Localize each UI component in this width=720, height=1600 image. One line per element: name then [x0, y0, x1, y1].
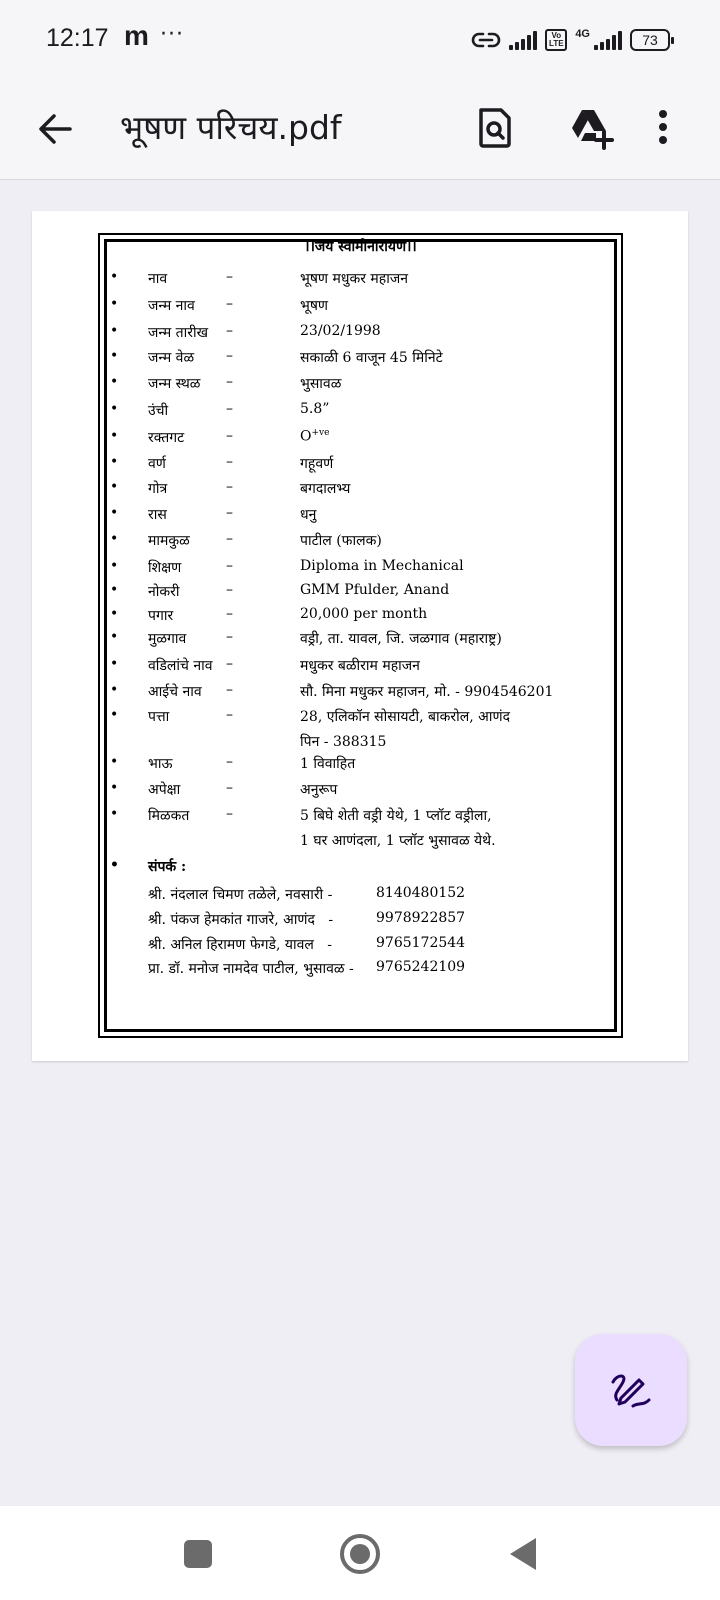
row-bullet: •	[110, 606, 119, 622]
row-dash: –	[226, 582, 233, 598]
biodata-row	[100, 629, 625, 653]
row-bullet: •	[110, 531, 119, 547]
row-bullet: •	[110, 454, 119, 470]
row-bullet: •	[110, 707, 119, 723]
contact-phone: 9765172544	[376, 935, 466, 951]
annotate-fab[interactable]	[575, 1334, 687, 1446]
row-bullet: •	[110, 806, 119, 822]
row-bullet: •	[110, 428, 119, 444]
row-bullet: •	[110, 296, 119, 312]
back-arrow-icon	[30, 104, 80, 154]
row-value: 1 विवाहित	[300, 756, 356, 772]
add-to-drive-button[interactable]	[562, 100, 618, 156]
signal-strength-icon	[509, 30, 537, 50]
more-options-button[interactable]	[648, 100, 704, 156]
biodata-row	[100, 754, 625, 778]
row-label: मिळकत	[148, 808, 190, 824]
app-bar	[0, 80, 720, 180]
row-label: भाऊ	[148, 756, 173, 772]
biodata-row	[100, 682, 625, 706]
biodata-row	[100, 428, 625, 452]
biodata-row	[100, 348, 625, 372]
row-dash: –	[226, 454, 233, 470]
row-value: Diploma in Mechanical	[300, 558, 464, 574]
row-value: पाटील (फालक)	[300, 533, 382, 549]
contact-phone: 9765242109	[376, 959, 466, 975]
row-label: जन्म स्थळ	[148, 376, 201, 392]
row-bullet: •	[110, 682, 119, 698]
row-bullet: •	[110, 401, 119, 417]
contact-name: श्री. अनिल हिरामण फेगडे, यावल -	[148, 937, 332, 953]
contact-name: प्रा. डॉ. मनोज नामदेव पाटील, भुसावळ -	[148, 961, 354, 977]
contact-phone: 9978922857	[376, 910, 466, 926]
row-bullet: •	[110, 479, 119, 495]
row-bullet: •	[110, 374, 119, 390]
row-label: मामकुळ	[148, 533, 190, 549]
volte-icon: Vo LTE	[545, 29, 567, 51]
biodata-row	[100, 780, 625, 804]
row-dash: –	[226, 682, 233, 698]
contact-phone: 8140480152	[376, 885, 466, 901]
row-label: आईचे नाव	[148, 684, 202, 700]
contact-name: श्री. पंकज हेमकांत गाजरे, आणंद -	[148, 912, 334, 928]
document-header: ।।जय स्वामीनारायण।।	[304, 239, 417, 255]
row-label: रास	[148, 507, 167, 523]
add-to-drive-icon	[562, 100, 618, 156]
edit-pen-icon	[609, 1368, 653, 1412]
row-value-continued: 1 घर आणंदला, 1 प्लॉट भुसावळ येथे.	[300, 833, 496, 849]
row-dash: –	[226, 531, 233, 547]
row-label: रक्तगट	[148, 430, 185, 446]
row-dash: –	[226, 629, 233, 645]
home-icon[interactable]	[340, 1534, 380, 1574]
row-label: जन्म नाव	[148, 298, 195, 314]
document-title: भूषण परिचय.pdf	[120, 108, 342, 147]
row-value: 20,000 per month	[300, 606, 428, 622]
biodata-row	[100, 454, 625, 478]
row-label: नोकरी	[148, 584, 180, 600]
row-value: सौ. मिना मधुकर महाजन, मो. - 9904546201	[300, 684, 554, 700]
row-dash: –	[226, 558, 233, 574]
row-value: 28, एलिकॉन सोसायटी, बाकरोल, आणंद	[300, 709, 511, 725]
row-dash: –	[226, 348, 233, 364]
row-dash: –	[226, 479, 233, 495]
row-bullet: •	[110, 754, 119, 770]
find-in-page-icon	[467, 100, 523, 156]
row-value: धनु	[300, 507, 317, 523]
contact-name: श्री. नंदलाल चिमण तळेले, नवसारी -	[148, 887, 333, 903]
row-dash: –	[226, 806, 233, 822]
row-value-continued: पिन - 388315	[300, 734, 387, 750]
row-value: भूषण मधुकर महाजन	[300, 271, 409, 287]
clock: 12:17	[46, 24, 109, 52]
back-button[interactable]	[30, 104, 80, 154]
row-bullet: •	[110, 558, 119, 574]
pdf-page[interactable]	[32, 211, 688, 1061]
row-label: जन्म वेळ	[148, 350, 195, 366]
row-dash: –	[226, 505, 233, 521]
row-dash: –	[226, 606, 233, 622]
biodata-row	[100, 323, 625, 347]
biodata-row	[100, 269, 625, 293]
row-bullet: •	[110, 582, 119, 598]
row-label: पत्ता	[148, 709, 170, 725]
row-dash: –	[226, 296, 233, 312]
row-bullet: •	[110, 780, 119, 796]
row-value: भूषण	[300, 298, 329, 314]
row-value: वड्री, ता. यावल, जि. जळगाव (महाराष्ट्र)	[300, 631, 502, 647]
link-icon	[471, 30, 501, 50]
biodata-row	[100, 479, 625, 503]
row-dash: –	[226, 754, 233, 770]
contact-heading-label: संपर्क :	[148, 859, 187, 875]
row-label: पगार	[148, 608, 174, 624]
row-value: 5 बिघे शेती वड्री येथे, 1 प्लॉट वड्रीला,	[300, 808, 492, 824]
row-dash: –	[226, 401, 233, 417]
biodata-row	[100, 582, 625, 606]
notification-app-icon: m	[124, 20, 149, 51]
row-value: अनुरूप	[300, 782, 338, 798]
biodata-row	[100, 707, 625, 731]
row-value: $O^{+ve}$	[300, 428, 330, 445]
row-dash: –	[226, 656, 233, 672]
contact-bullet: •	[110, 857, 119, 873]
row-value: गहूवर्ण	[300, 456, 334, 472]
biodata-row	[100, 374, 625, 398]
biodata-row	[100, 558, 625, 582]
biodata-row	[100, 806, 625, 830]
system-nav-bar	[0, 1506, 720, 1600]
row-label: गोत्र	[148, 481, 168, 497]
row-label: उंची	[148, 403, 169, 419]
row-value: बगदालभ्य	[300, 481, 351, 497]
more-vert-icon	[648, 100, 678, 156]
row-label: वर्ण	[148, 456, 166, 472]
contact-heading	[110, 857, 187, 876]
status-icons	[471, 24, 670, 56]
row-dash: –	[226, 428, 233, 444]
biodata-row	[100, 505, 625, 529]
network-type-label: 4G	[575, 28, 590, 40]
row-label: मुळगाव	[148, 631, 187, 647]
row-dash: –	[226, 374, 233, 390]
row-bullet: •	[110, 269, 119, 285]
battery-icon: 73	[630, 29, 670, 51]
biodata-row	[100, 606, 625, 630]
more-notifications-icon: ···	[160, 22, 184, 47]
row-bullet: •	[110, 348, 119, 364]
row-bullet: •	[110, 505, 119, 521]
row-bullet: •	[110, 656, 119, 672]
row-label: वडिलांचे नाव	[148, 658, 213, 674]
signal-strength-2-icon	[594, 30, 622, 50]
row-dash: –	[226, 707, 233, 723]
row-dash: –	[226, 269, 233, 285]
row-value: 5.8”	[300, 401, 330, 417]
row-value: सकाळी 6 वाजून 45 मिनिटे	[300, 350, 443, 366]
biodata-row	[100, 401, 625, 425]
row-label: शिक्षण	[148, 560, 182, 576]
recents-icon[interactable]	[184, 1540, 212, 1568]
row-label: नाव	[148, 271, 168, 287]
row-value: GMM Pfulder, Anand	[300, 582, 450, 598]
document-border	[98, 233, 623, 1038]
biodata-row	[100, 531, 625, 555]
row-label: जन्म तारीख	[148, 325, 209, 341]
find-in-document-button[interactable]	[467, 100, 523, 156]
row-dash: –	[226, 323, 233, 339]
row-bullet: •	[110, 629, 119, 645]
biodata-row	[100, 656, 625, 680]
status-bar	[0, 0, 720, 80]
row-dash: –	[226, 780, 233, 796]
row-bullet: •	[110, 323, 119, 339]
back-icon[interactable]	[510, 1538, 536, 1570]
row-value-superscript: +ve	[311, 428, 330, 438]
row-value: मधुकर बळीराम महाजन	[300, 658, 420, 674]
row-label: अपेक्षा	[148, 782, 181, 798]
row-value: भुसावळ	[300, 376, 342, 392]
biodata-row	[100, 296, 625, 320]
row-value: 23/02/1998	[300, 323, 381, 339]
